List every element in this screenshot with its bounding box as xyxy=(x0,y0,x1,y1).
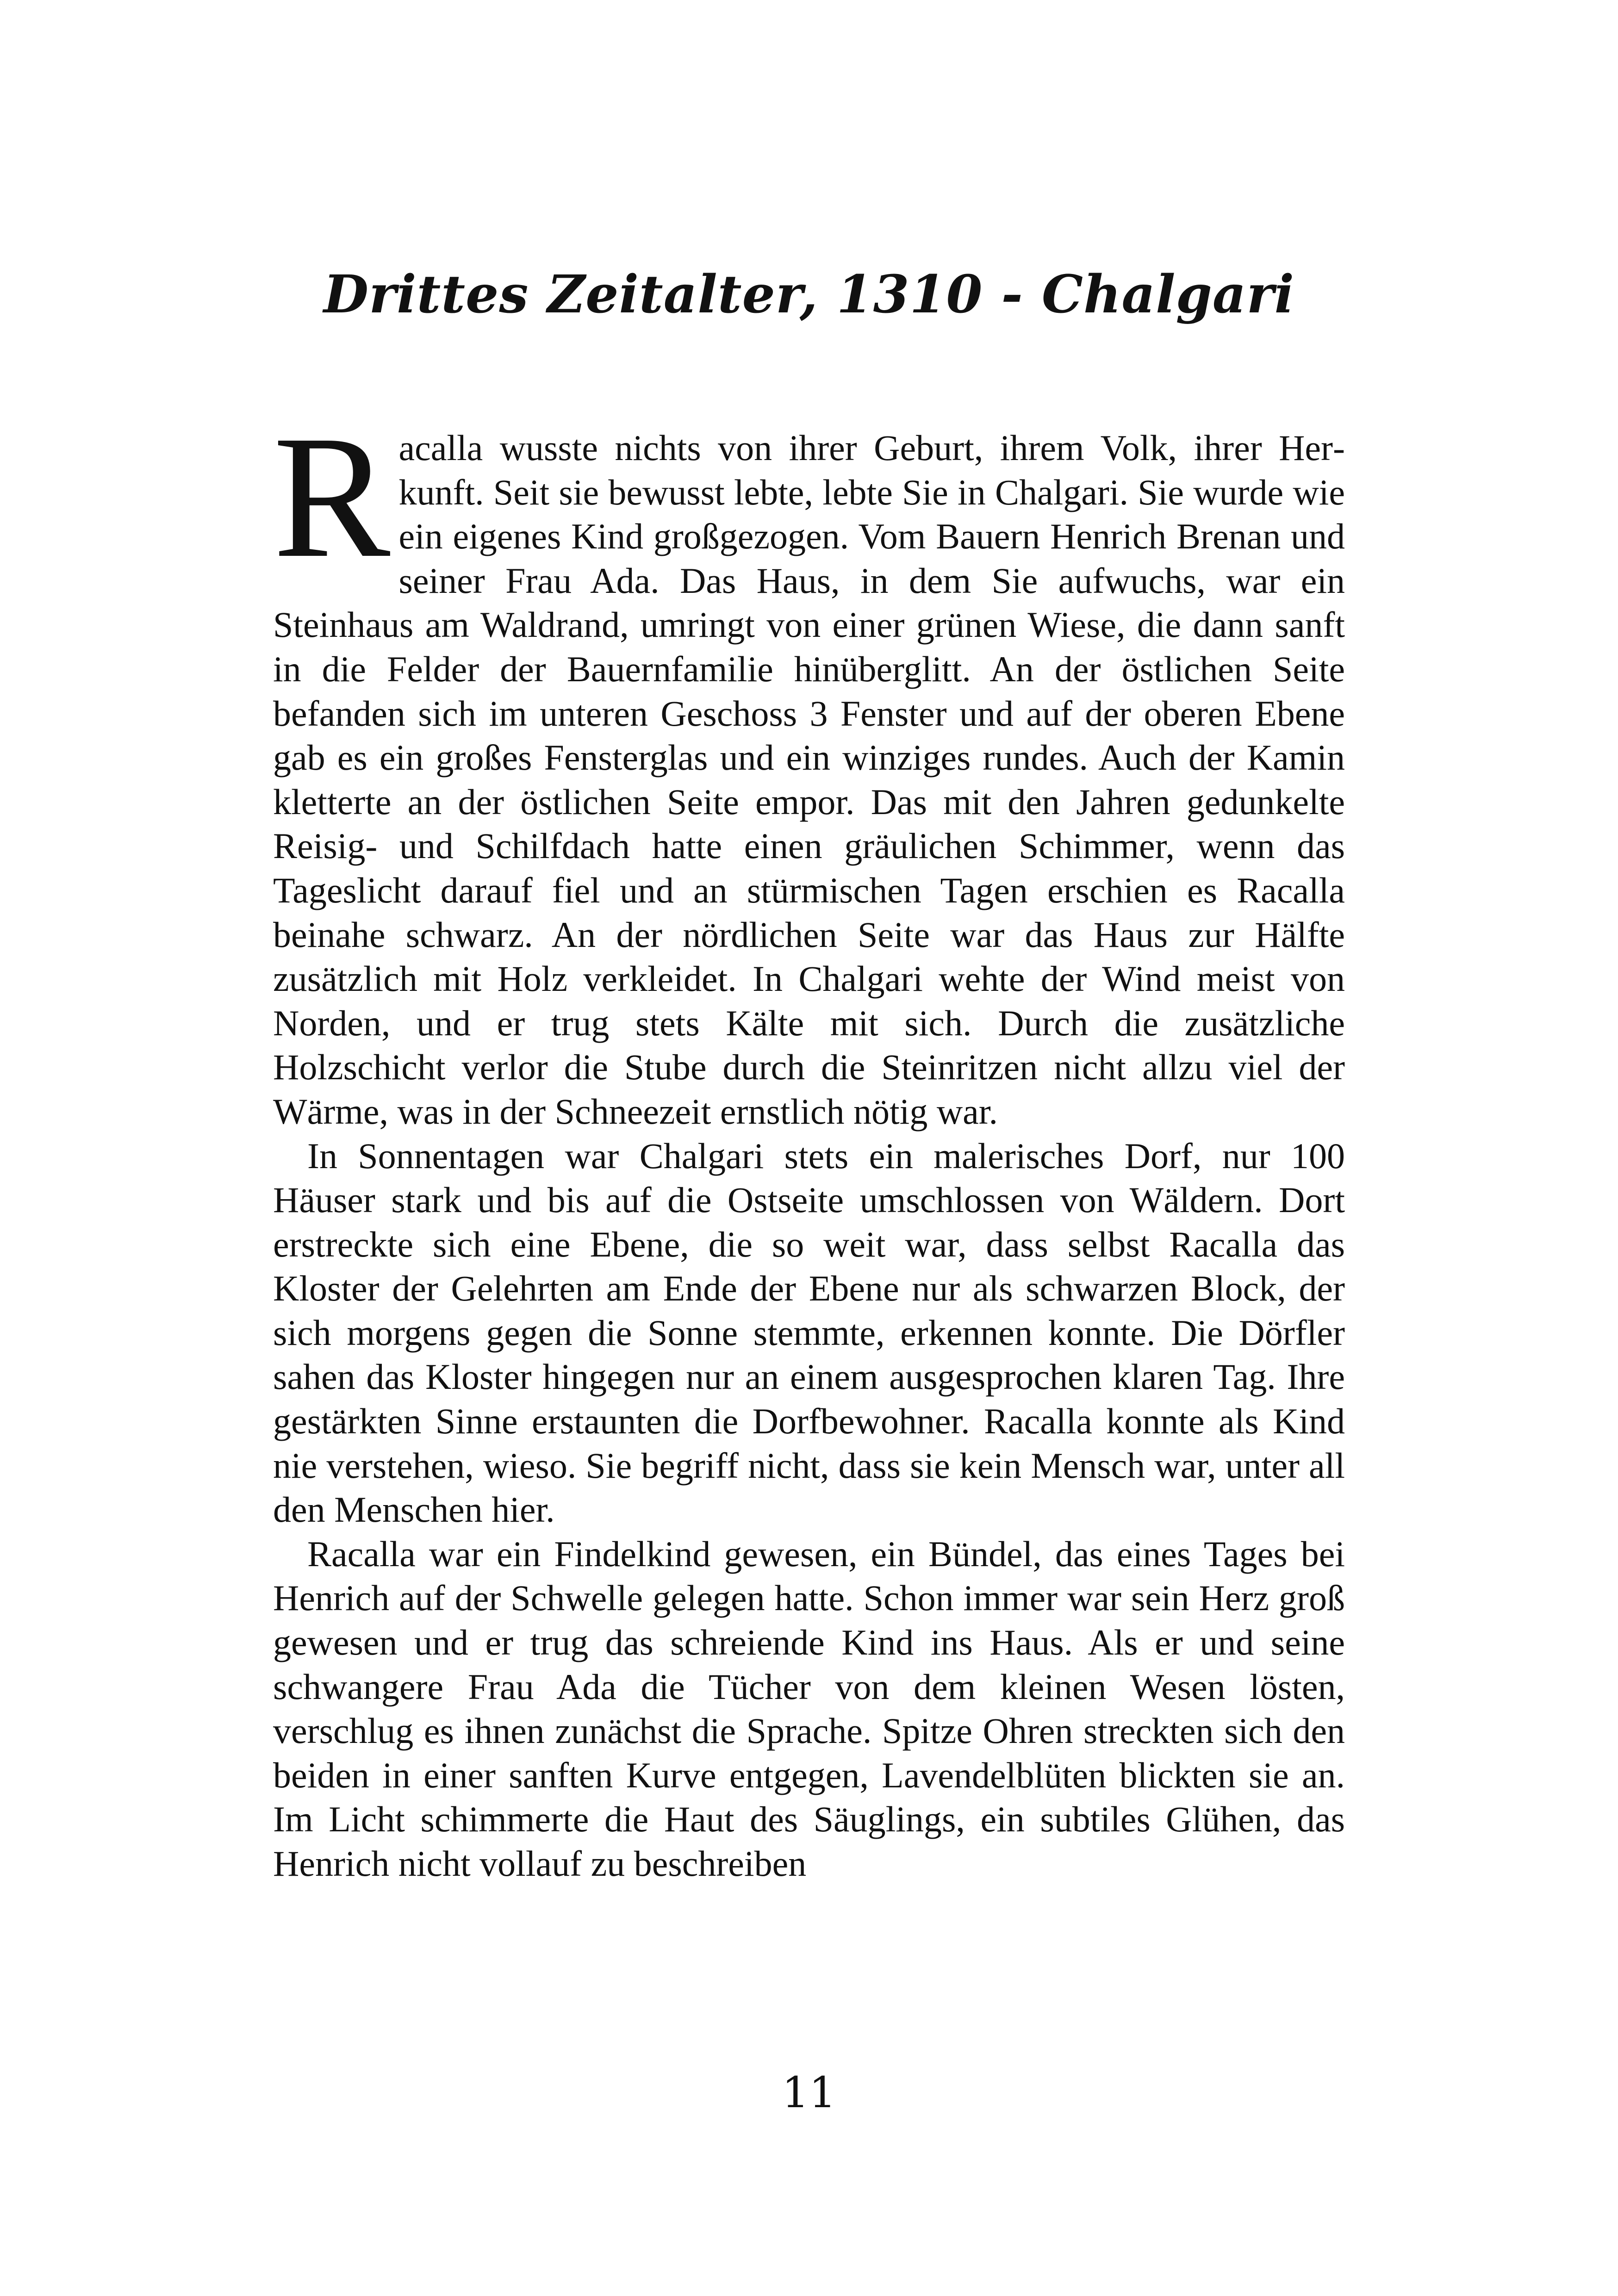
paragraph-1 xyxy=(273,399,1345,1134)
paragraph-3: Racalla war ein Findelkind gewesen, ein Bündel, das eines Tages bei Henrich auf der Schwelle gelegen hatte. Schon immer war sein Herz groß gewesen und er trug das schreiende Kind ins Haus. Als er und seine schwangere Frau Ada die Tücher von dem kleinen Wesen lösten, verschlug es ihnen zunächst die Sprache. Spitze Ohren streckten sich den beiden in einer sanften Kurve entgegen, Lavendelblüten blickten sie an. Im Licht schimmerte die Haut des Säuglings, ein subtiles Glühen, das Henrich nicht vollauf zu beschreiben xyxy=(273,1533,1345,1884)
page-number: 11 xyxy=(782,2068,836,2117)
body-text xyxy=(273,399,1345,1886)
paragraph-2: In Sonnentagen war Chalgari stets ein malerisches Dorf, nur 100 Häuser stark und bis auf die Ostseite umschlossen von Wäldern. Dort erstreckte sich eine Ebene, die so weit war, dass selbst Racalla das Kloster der Gelehrten am Ende der Ebene nur als schwarzen Block, der sich morgens gegen die Sonne stemmte, erkennen konnte. Die Dörfler sahen das Kloster hingegen nur an einem ausgesprochen klaren Tag. Ihre gestärkten Sinne erstaunten die Dorfbewohner. Racalla konnte als Kind nie verstehen, wieso. Sie begriff nicht, dass sie kein Mensch war, unter all den Menschen hier. xyxy=(273,1135,1345,1530)
drop-cap: R xyxy=(273,399,391,594)
paragraph-1-text: acalla wusste nichts von ihrer Geburt, ihrem Volk, ihrer Herkunft. Seit sie bewusst lebte, lebte Sie in Chalgari. Sie wurde wie ein eigenes Kind großgezogen. Vom Bauern Henrich Brenan und seiner Frau Ada. Das Haus, in dem Sie aufwuchs, war ein Steinhaus am Waldrand, umringt von einer grünen Wiese, die dann sanft in die Felder der Bauernfamilie hinüberglitt. An der östlichen Seite befanden sich im unteren Geschoss 3 Fenster und auf der oberen Ebene gab es ein großes Fensterglas und ein winziges rundes. Auch der Kamin kletterte an der östlichen Seite empor. Das mit den Jahren gedunkelte Reisig- und Schilfdach hatte einen gräulichen Schimmer, wenn das Tageslicht darauf fiel und an stürmischen Tagen erschien es Racalla beinahe schwarz. An der nördlichen Seite war das Haus zur Hälfte zusätzlich mit Holz verkleidet. In Chalgari wehte der Wind meist von Norden, und er trug stets Kälte mit sich. Durch die zusätzliche Holzschicht verlor die Stube durch die Steinritzen nicht allzu viel der Wärme, was in der Schneezeit ernstlich nötig war. xyxy=(273,428,1345,1132)
chapter-title: Drittes Zeitalter, 1310 - Chalgari xyxy=(323,264,1294,325)
